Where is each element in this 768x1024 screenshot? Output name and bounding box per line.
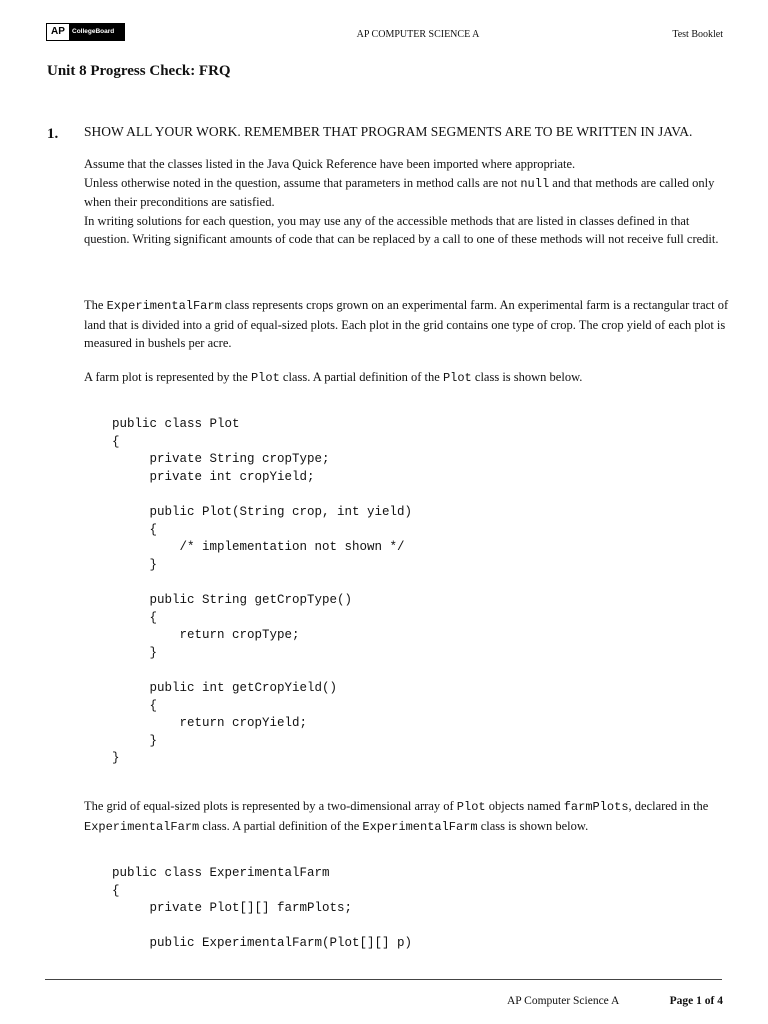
experimental-farm-class-code: public class ExperimentalFarm { private Plot[][] farmPlots; public ExperimentalFarm(Plot[][] p): [112, 866, 413, 951]
question-number: 1.: [47, 126, 59, 142]
question-instruction: SHOW ALL YOUR WORK. REMEMBER THAT PROGRAM SEGMENTS ARE TO BE WRITTEN IN JAVA.: [84, 124, 693, 139]
plot-class-intro: A farm plot is represented by the Plot class. A partial definition of the Plot class is shown below.: [84, 370, 583, 385]
plot-class-code: public class Plot { private String cropType; private int cropYield; public Plot(String crop, int yield) { /* implementation not shown */ } public String getCropType() { return cropType; } public int getCropYield() { return cropYield; } }: [112, 417, 413, 766]
header-course-title: AP COMPUTER SCIENCE A: [356, 29, 480, 40]
assumption-accessible-methods: In writing solutions for each question, you may use any of the accessible methods that are listed in classes defined in that question. Writing significant amounts of code that can be replaced by a call to one of these methods will not receive full credit.: [84, 213, 719, 246]
intro-paragraph: The ExperimentalFarm class represents crops grown on an experimental farm. An experimental farm is a rectangular tract of land that is divided into a grid of equal-sized plots. Each plot in the grid contains one type of crop. The crop yield of each plot is measured in bushels per acre.: [84, 298, 729, 350]
footer-page-number: Page 1 of 4: [669, 995, 723, 1007]
grid-paragraph: The grid of equal-sized plots is represented by a two-dimensional array of Plot objects named farmPlots, declared in the ExperimentalFarm class. A partial definition of the ExperimentalFarm class is shown below.: [84, 799, 709, 834]
assumption-quick-reference: Assume that the classes listed in the Java Quick Reference have been imported where appropriate.: [84, 157, 576, 171]
page-title: Unit 8 Progress Check: FRQ: [47, 63, 231, 79]
assumptions-block: [84, 155, 734, 249]
header-booklet-label: Test Booklet: [672, 29, 723, 40]
assumption-parameters: Unless otherwise noted in the question, assume that parameters in method calls are not null and that methods are called only when their preconditions are satisfied.: [84, 175, 715, 209]
logo-college-board-mark: CollegeBoard: [69, 24, 124, 40]
logo-ap-mark: AP: [47, 24, 69, 40]
footer-divider: [45, 979, 722, 980]
footer-course-name: AP Computer Science A: [507, 995, 620, 1007]
